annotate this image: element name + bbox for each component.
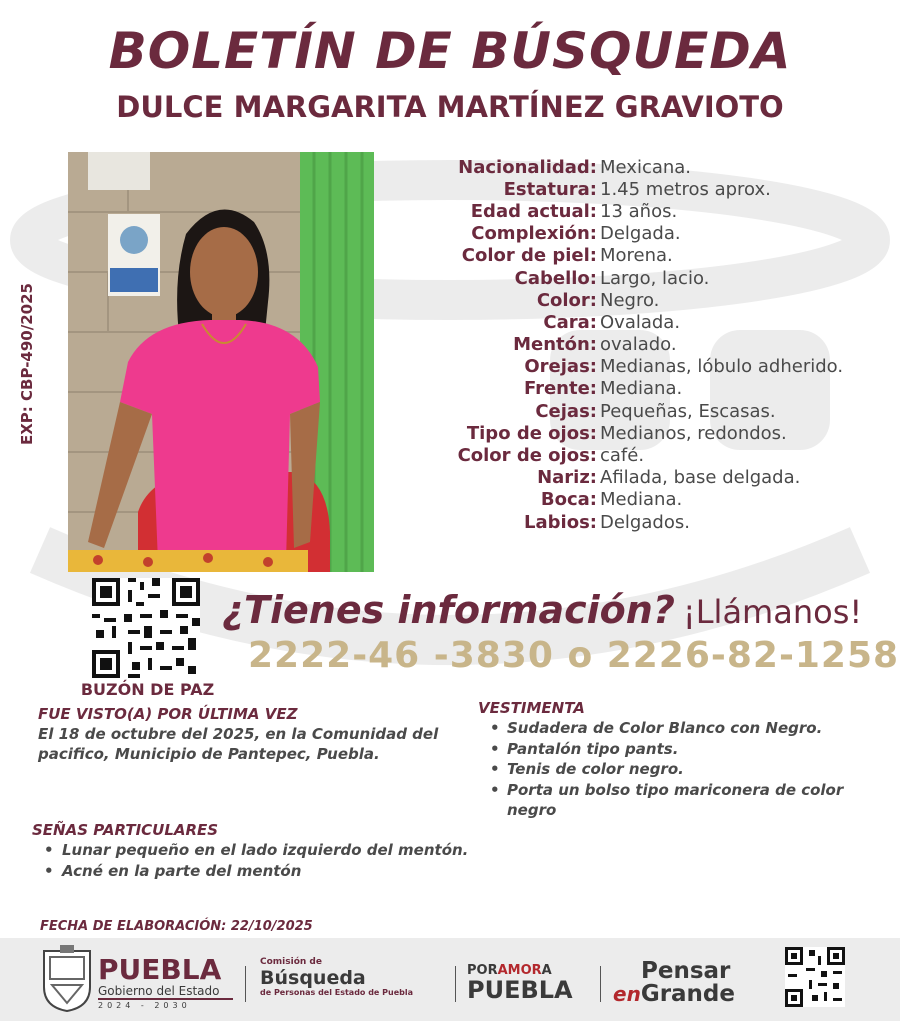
- detail-value: Delgados.: [600, 511, 690, 533]
- phone-numbers[interactable]: 2222-46 -3830 o 2226-82-1258: [248, 635, 900, 676]
- state-shield-icon: [40, 945, 94, 1013]
- detail-label: Frente:: [523, 378, 597, 400]
- detail-label: Estatura:: [503, 178, 597, 200]
- detail-label: Color de piel:: [461, 245, 597, 267]
- por-text: POR: [467, 963, 498, 978]
- footer-qr-code-icon[interactable]: [785, 947, 845, 1007]
- detail-row: [420, 400, 890, 422]
- detail-value: Largo, lacio.: [600, 267, 710, 289]
- detail-row: [420, 223, 890, 245]
- physical-description: [420, 156, 890, 533]
- grande-text: Grande: [640, 981, 735, 1007]
- detail-value: café.: [600, 445, 645, 467]
- detail-label: Nariz:: [537, 467, 597, 489]
- detail-value: Medianas, lóbulo adherido.: [600, 356, 844, 378]
- detail-row: [420, 378, 890, 400]
- pensar-text: Pensar: [641, 958, 731, 984]
- divider: [455, 966, 456, 1002]
- detail-value: Pequeñas, Escasas.: [600, 400, 776, 422]
- comision-a: Comisión de: [260, 957, 322, 967]
- puebla-logo-text: PUEBLA: [98, 953, 222, 986]
- detail-row: [420, 200, 890, 222]
- detail-value: Mediana.: [600, 378, 683, 400]
- last-seen-text: El 18 de octubre del 2025, en la Comunidad del pacifico, Municipio de Pantepec, Puebla.: [38, 725, 439, 763]
- question-text: ¿Tienes información?: [222, 588, 675, 632]
- detail-value: Afilada, base delgada.: [600, 467, 801, 489]
- detail-row: [420, 156, 890, 178]
- detail-value: 13 años.: [600, 200, 678, 222]
- list-item: • Acné en la parte del mentón: [32, 861, 532, 882]
- detail-label: Tipo de ojos:: [466, 422, 597, 444]
- detail-row: [420, 334, 890, 356]
- detail-label: Orejas:: [524, 356, 597, 378]
- detail-row: [420, 245, 890, 267]
- list-item: • Pantalón tipo pants.: [478, 739, 878, 760]
- puebla2-text: PUEBLA: [467, 976, 573, 1004]
- clothing-title: VESTIMENTA: [478, 699, 585, 717]
- marks-title: SEÑAS PARTICULARES: [32, 821, 219, 839]
- detail-label: Edad actual:: [470, 200, 597, 222]
- detail-label: Complexión:: [471, 223, 597, 245]
- detail-row: [420, 489, 890, 511]
- detail-row: [420, 422, 890, 444]
- divider: [245, 966, 246, 1002]
- last-seen-section: [38, 705, 458, 764]
- detail-label: Labios:: [524, 511, 597, 533]
- detail-label: Color:: [536, 289, 597, 311]
- en-text: en: [613, 982, 641, 1006]
- amor-text: AMOR: [497, 963, 542, 978]
- list-item: • Porta un bolso tipo mariconera de color negro: [478, 780, 878, 821]
- bulletin-title: BOLETÍN DE BÚSQUEDA: [108, 22, 792, 80]
- detail-label: Cabello:: [514, 267, 597, 289]
- detail-value: Negro.: [600, 289, 660, 311]
- comision-c: de Personas del Estado de Puebla: [260, 988, 413, 997]
- detail-label: Color de ojos:: [457, 445, 597, 467]
- comision-b: Búsqueda: [260, 967, 366, 989]
- comision-logo: [260, 957, 445, 998]
- detail-row: [420, 467, 890, 489]
- footer-logos: [0, 938, 900, 1021]
- detail-value: 1.45 metros aprox.: [600, 178, 771, 200]
- puebla-logo: [98, 953, 233, 1012]
- call-text: ¡Llámanos!: [682, 593, 863, 631]
- detail-label: Cejas:: [535, 400, 597, 422]
- list-item: • Tenis de color negro.: [478, 759, 878, 780]
- detail-label: Nacionalidad:: [458, 156, 597, 178]
- detail-value: Delgada.: [600, 223, 681, 245]
- buzon-label: BUZÓN DE PAZ: [80, 680, 215, 699]
- contact-prompt: [222, 588, 862, 632]
- elaboration-date: FECHA DE ELABORACIÓN: 22/10/2025: [40, 919, 313, 934]
- clothing-section: [478, 699, 878, 821]
- qr-code-icon[interactable]: [92, 577, 200, 679]
- poramor-logo: [467, 963, 587, 1002]
- list-item: • Lunar pequeño en el lado izquierdo del mentón.: [32, 840, 532, 861]
- last-seen-title: FUE VISTO(A) POR ÚLTIMA VEZ: [38, 705, 298, 723]
- detail-value: ovalado.: [600, 334, 677, 356]
- case-number: EXP: CBP-490/2025: [18, 283, 36, 445]
- detail-value: Medianos, redondos.: [600, 422, 787, 444]
- distinguishing-marks-section: [32, 821, 532, 881]
- detail-row: [420, 311, 890, 333]
- years-text: 2024 - 2030: [98, 1001, 191, 1010]
- detail-row: [420, 444, 890, 466]
- detail-label: Boca:: [540, 489, 597, 511]
- a-text: A: [541, 963, 552, 978]
- detail-label: Cara:: [543, 311, 597, 333]
- detail-row: [420, 178, 890, 200]
- detail-value: Mexicana.: [600, 156, 692, 178]
- detail-value: Morena.: [600, 245, 673, 267]
- divider: [600, 966, 601, 1002]
- detail-row: [420, 511, 890, 533]
- detail-row: [420, 356, 890, 378]
- gobierno-text: Gobierno del Estado: [98, 984, 233, 1000]
- detail-row: [420, 267, 890, 289]
- pensar-logo: [613, 960, 753, 1006]
- person-photo: [68, 152, 374, 572]
- detail-row: [420, 289, 890, 311]
- detail-value: Ovalada.: [600, 311, 681, 333]
- detail-label: Mentón:: [513, 334, 597, 356]
- missing-person-name: DULCE MARGARITA MARTÍNEZ GRAVIOTO: [116, 90, 784, 124]
- detail-value: Mediana.: [600, 489, 683, 511]
- list-item: • Sudadera de Color Blanco con Negro.: [478, 718, 878, 739]
